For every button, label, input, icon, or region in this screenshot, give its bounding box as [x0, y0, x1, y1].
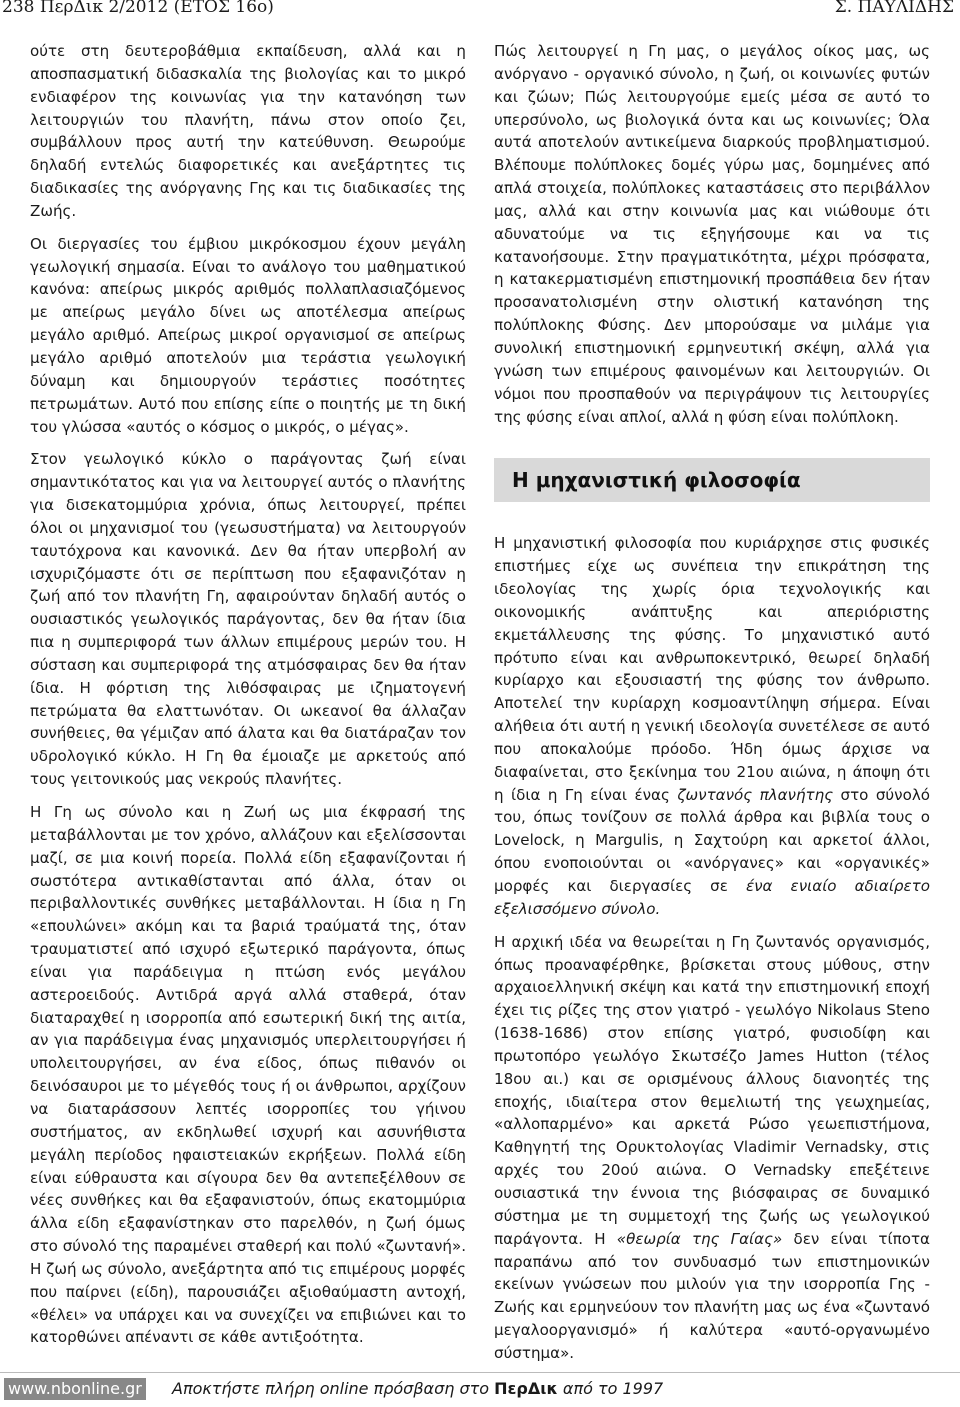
paragraph: Οι διεργασίες του έμβιου μικρόκοσμου έχουν μεγάλη γεωλογική σημασία. Είναι το ανάλογο του μαθηματικού κανόνα: απείρως μικρός αριθμός πολλαπλασιαζόμενος με απείρως μεγάλο δίνει ως αποτέλεσμα απείρως μεγάλο αριθμό. Απείρως μικροί οργανισμοί σε απείρως μεγάλο αριθμό αποτελούν μια τεράστια γεωλογική δύναμη και δημιουργούν τεράστιες ποσότητες πετρωμάτων. Αυτό που επίσης είπε ο ποιητής με τη δική του γλώσσα «αυτός ο κόσμος ο μικρός, ο μέγας». [30, 234, 466, 436]
right-column [494, 40, 930, 1375]
emphasis-text: ζωντανός πλανήτης [677, 785, 834, 804]
left-column [30, 40, 466, 1359]
paragraph: Πώς λειτουργεί η Γη μας, ο μεγάλος οίκος μας, ως ανόργανο - οργανικό σύνολο, η ζωή, οι κοινωνίες φυτών και ζώων; Πώς λειτουργούμε εμείς μέσα σε αυτό το υπερσύνολο, ως βιολογικά όντα και ως κοινωνίες; Όλα αυτά αποτελούν αντικείμενα διαρκούς προβληματισμού. Βλέπουμε πολύπλοκες δομές γύρω μας, δομημένες από απλά στοιχεία, πολύπλοκες καταστάσεις στο περιβάλλον μας, αλλά και στην κοινωνία μας και νιώθουμε ότι αδυνατούμε να τις εξηγήσουμε και να τις κατανοήσουμε. Στην πραγματικότητα, μέχρι πρόσφατα, η κατακερματισμένη επιστημονική προσπάθεια δεν ήταν προσανατολισμένη στην ολιστική κατανόηση της πολύπλοκης Φύσης. Δεν μπορούσαμε να μιλάμε για συνολική επιστημονική ερμηνευτική σκέψη, αλλά για γνώση των επιμέρους φαινομένων και λειτουργιών. Οι νόμοι που προσπαθούν να περιγράψουν τις λειτουργίες της φύσης είναι απλοί, αλλά η φύση είναι πολύπλοκη. [494, 42, 930, 426]
paragraph: ούτε στη δευτεροβάθμια εκπαίδευση, αλλά και η αποσπασματική διδασκαλία της βιολογίας και το μικρό ενδιαφέρον της κοινωνίας για την κατανόηση των λειτουργιών του πλανήτη, πάνω στον οποίο ζει, συμβάλλουν προς αυτή την κατεύθυνση. Θεωρούμε δηλαδή εντελώς διαφορετικές και ανεξάρτητες τις διαδικασίες της ανόργανης Γης και τις διαδικασίες της Ζωής. [30, 42, 466, 220]
emphasis-text: «θεωρία της Γαίας» [616, 1229, 783, 1248]
page-number-journal: 238 ΠερΔικ 2/2012 (ΕΤΟΣ 16ο) [2, 0, 274, 17]
paragraph-text: στο σύνολό του, όπως τονίζουν σε πολλά άρθρα και βιβλία τους ο Lovelock, η Margulis, η Σαχτούρη και αρκετοί άλλοι, όπου ενοποιούνται οι «ανόργανες» και «οργανικές» μορφές και διεργασίες σε [494, 785, 930, 895]
footer-promo [172, 1378, 663, 1400]
paragraph: Η Γη ως σύνολο και η Ζωή ως μια έκφρασή της μεταβάλλονται με τον χρόνο, αλλάζουν και εξελίσσονται μαζί, σε μια κοινή πορεία. Πολλά είδη εξαφανίζονται ή σωστότερα αντικαθίστανται από άλλα, όταν οι περιβαλλοντικές συνθήκες μεταβάλλονται. Η ίδια η Γη «επουλώνει» ακόμη και τα βαριά τραύματά της, όταν τραυματιστεί από ισχυρό εξωτερικό παράγοντα, όπως είναι για παράδειγμα η πτώση ενός μεγάλου αστεροειδούς. Αντιδρά αργά αλλά σταθερά, όταν διαταραχθεί η ισορροπία από εσωτερική δική της αιτία, αν για παράδειγμα ένας μηχανισμός υπερλειτουργήσει ή υπολειτουργήσει, αν ένα είδος, όπως πιθανόν οι δεινόσαυροι με το μέγεθός τους ή οι άνθρωποι, αρχίζουν να διαταράσσουν λεπτές ισορροπίες του γήινου συστήματος, αν εκδηλωθεί ισχυρή και ασυνήθιστα μεγάλη περίοδος ηφαιστειακών εκρήξεων. Πολλά είδη είναι εύθραυστα και σίγουρα δεν θα αντεπεξέλθουν σε νέες συνθήκες και θα εξαφανιστούν, όπως εκατομμύρια άλλα είδη εξαφανίστηκαν στο παρελθόν, η ζωή όμως στο σύνολό της παραμένει σταθερή και πολύ «ζωντανή». Η ζωή ως σύνολο, ανεξάρτητα από τις επιμέρους μορφές που παίρνει (είδη), παρουσιάζει αξιοθαύμαστη αντοχή, «θέλει» να υπάρχει και να συνεχίζει να επιβιώνει και το κατορθώνει απέναντι σε κάθε αντιξοότητα. [30, 803, 466, 1347]
paragraph [494, 532, 930, 920]
emphasis-text: ένα ενιαίο αδιαίρετο εξελισσόμενο σύνολο. [494, 877, 930, 918]
website-link[interactable]: www.nbonline.gr [4, 1378, 146, 1400]
journal-name: ΠερΔικ [494, 1379, 558, 1398]
promo-text: Αποκτήστε πλήρη online πρόσβαση στο [172, 1379, 495, 1398]
paragraph: Στον γεωλογικό κύκλο ο παράγοντας ζωή είναι σημαντικότατος και για να λειτουργεί αυτός ο πλανήτης για δισεκατομμύρια χρόνια, όπως λειτουργεί, πρέπει όλοι οι μηχανισμοί του (γεωσυστήματα) να λειτουργούν ταυτόχρονα και κανονικά. Δεν θα ήταν υπερβολή αν ισχυριζόμαστε ότι σε περίπτωση που εξαφανιζόταν η ζωή από τον πλανήτη Γη, αφαιρούνταν δηλαδή αυτός ο ουσιαστικός γεωλογικός παράγοντας, δεν θα ήταν ίδια πια η συμπεριφορά των άλλων επιμέρους μερών του. Η σύσταση και συμπεριφορά της ατμόσφαιρας δεν θα ήταν ίδια. Η φόρτιση της λιθόσφαιρας με ιζηματογενή πετρώματα θα ελαττωνόταν. Οι ωκεανοί θα άλλαζαν συνήθειες, θα γέμιζαν από άλατα και θα διατάραζαν τον υδρολογικό κύκλο. Η Γη θα έμοιαζε με αρκετούς από τους γειτονικούς μας νεκρούς πλανήτες. [30, 450, 466, 789]
promo-text: από το 1997 [557, 1379, 664, 1398]
section-heading-box [494, 458, 930, 502]
section-heading: Η μηχανιστική φιλοσοφία [512, 467, 801, 492]
footer-divider [0, 1372, 960, 1373]
running-header [0, 0, 960, 22]
paragraph-text: Η μηχανιστική φιλοσοφία που κυριάρχησε στις φυσικές επιστήμες είχε ως συνέπεια την επικράτηση της ιδεολογίας της χωρίς όρια τεχνολογικής και οικονομικής ανάπτυξης και απεριόριστης εκμετάλλευσης της φύσης. Το μηχανιστικό αυτό πρότυπο είναι και ανθρωποκεντρικό, θεωρεί δηλαδή κυρίαρχο και εξουσιαστή της φύσης τον άνθρωπο. Αποτελεί την κυρίαρχη κοσμοαντίληψη σήμερα. Είναι αλήθεια ότι αυτή η γενική ιδεολογία συνετέλεσε σε αυτό που αποκαλούμε πρόοδο. Ήδη όμως άρχισε να διαφαίνεται, στο ξεκίνημα του 21ου αιώνα, η άποψη ότι η ίδια η Γη είναι ένας [494, 534, 930, 804]
footer [0, 1378, 960, 1400]
paragraph [494, 931, 930, 1365]
author-name: Σ. ΠΑΥΛΙΔΗΣ [834, 0, 954, 17]
paragraph-text: Η αρχική ιδέα να θεωρείται η Γη ζωντανός οργανισμός, όπως προαναφέρθηκε, βρίσκεται στους μύθους, στην αρχαιοελληνική σκέψη και κατά την επιστημονική εποχή έχει τις ρίζες της στον γιατρό - γεωλόγο Nikolaus Steno (1638-1686) στον επίσης γιατρό, φυσιοδίφη και πρωτοπόρο γεωλόγο Σκωτσέζο James Hutton (τέλος 18ου αι.) και σε ορισμένους άλλους διανοητές της εποχής, ιδιαίτερα στον θεμελιωτή της γεωχημείας, «αλλοπαρμένο» και αρκετά Ρώσο γεωεπιστήμονα, Καθηγητή της Ορυκτολογίας Vladimir Vernadsky, στις αρχές του 20ού αιώνα. Ο Vernadsky επεξέτεινε ουσιαστικά την έννοια της βιόσφαιρας σε δυναμικό σύστημα με τη συμμετοχή της ζωής ως γεωλογικού παράγοντα. Η [494, 932, 930, 1248]
paragraph-text: δεν είναι τίποτα παραπάνω από τον συνδυασμό των επιστημονικών εκείνων γνώσεων που μιλούν για την ισορροπία Γης - Ζωής και ερμηνεύουν τον πλανήτη μας ως ένα «ζωντανό μεγαλοοργανισμό» ή καλύτερα «αυτό-οργανωμένο σύστημα». [494, 1229, 930, 1362]
